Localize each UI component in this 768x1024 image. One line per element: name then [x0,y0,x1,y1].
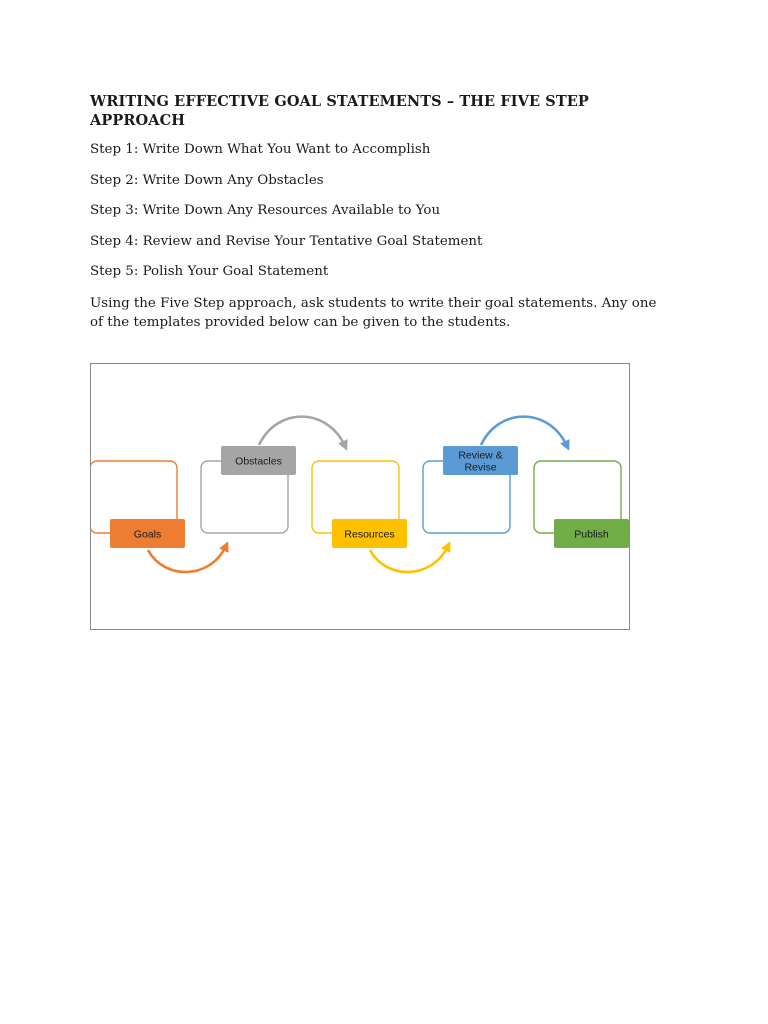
document-title: WRITING EFFECTIVE GOAL STATEMENTS – THE FIVE STEP APPROACH [90,93,589,129]
stage-label-publish: Publish [574,528,609,541]
intro-paragraph: Using the Five Step approach, ask students to write their goal statements. Any one of the templates provided below can be given to the students. [90,295,657,330]
stage-label-review-revise: Review & Revise [458,449,503,474]
stage-label-goals: Goals [133,528,162,541]
stage-arrow-goals [148,546,226,572]
stage-arrow-obstacles [259,417,345,446]
step-4: Step 4: Review and Revise Your Tentative Goal Statement [90,233,483,249]
step-5: Step 5: Polish Your Goal Statement [90,264,329,280]
step-3: Step 3: Write Down Any Resources Available to You [90,203,441,219]
stage-arrow-review-revise [481,417,567,446]
stage-arrow-resources [370,546,448,572]
five-step-diagram [90,363,630,630]
step-1: Step 1: Write Down What You Want to Accomplish [90,142,431,157]
step-2: Step 2: Write Down Any Obstacles [90,172,324,188]
document-body [90,92,670,332]
stage-label-obstacles: Obstacles [235,455,282,468]
stage-label-resources: Resources [344,528,395,541]
diagram-canvas [91,364,630,630]
